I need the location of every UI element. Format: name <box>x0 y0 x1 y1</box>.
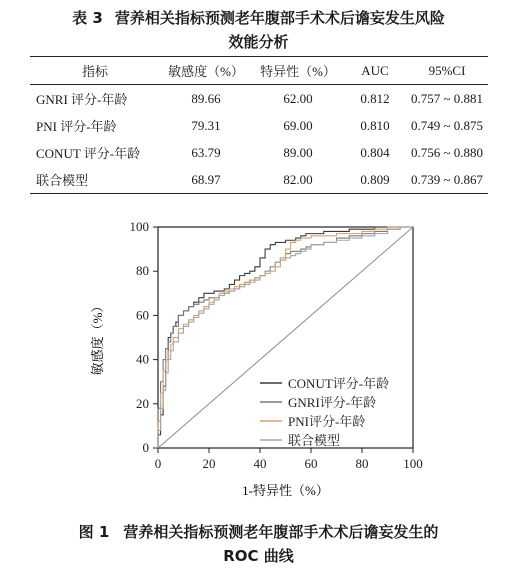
roc-chart <box>0 200 517 510</box>
table-title-line1: 营养相关指标预测老年腹部手术术后谵妄发生风险 <box>114 9 445 27</box>
legend-label: PNI评分-年龄 <box>288 414 366 429</box>
row-sensitivity: 79.31 <box>191 117 221 133</box>
figure-caption <box>0 520 517 568</box>
legend-label: 联合模型 <box>288 433 341 448</box>
row-sensitivity: 63.79 <box>191 144 221 160</box>
y-tick-label: 60 <box>136 307 149 323</box>
table-row <box>30 139 488 166</box>
row-name: CONUT 评分-年龄 <box>36 146 141 161</box>
row-name: 联合模型 <box>36 173 89 188</box>
y-tick-label: 40 <box>136 351 149 367</box>
chart-legend <box>260 376 389 448</box>
header-auc: AUC <box>361 62 389 78</box>
x-axis-label: 1-特异性（%） <box>242 483 329 498</box>
x-tick-label: 40 <box>253 456 267 471</box>
row-specificity: 69.00 <box>283 117 313 133</box>
table-row <box>30 112 488 139</box>
y-tick-label: 80 <box>136 263 149 279</box>
roc-chart-svg <box>0 200 517 510</box>
y-tick-label: 20 <box>136 395 149 411</box>
table-header-row <box>30 57 488 85</box>
x-tick-label: 0 <box>154 456 162 471</box>
legend-label: GNRI评分-年龄 <box>288 395 377 410</box>
legend-label: CONUT评分-年龄 <box>288 376 390 391</box>
x-tick-label: 60 <box>304 456 318 471</box>
row-specificity: 89.00 <box>283 144 313 160</box>
row-sensitivity: 68.97 <box>191 171 221 187</box>
table-row <box>30 166 488 194</box>
x-tick-label: 100 <box>403 456 423 471</box>
row-auc: 0.804 <box>360 144 390 160</box>
row-ci: 0.739 ~ 0.867 <box>410 171 484 187</box>
table-label: 表 3 <box>72 9 103 27</box>
row-ci: 0.749 ~ 0.875 <box>410 117 484 133</box>
header-sensitivity: 敏感度（%） <box>168 64 244 79</box>
y-tick-label: 0 <box>142 440 149 455</box>
y-axis-label: 敏感度（%） <box>90 299 105 376</box>
figure-caption-line2: ROC 曲线 <box>223 547 294 565</box>
row-specificity: 62.00 <box>283 90 313 106</box>
row-ci: 0.757 ~ 0.881 <box>410 90 484 106</box>
row-name: GNRI 评分-年龄 <box>36 92 128 107</box>
row-sensitivity: 89.66 <box>191 90 221 106</box>
x-tick-label: 20 <box>202 456 216 471</box>
x-tick-label: 80 <box>355 456 369 471</box>
row-ci: 0.756 ~ 0.880 <box>410 144 484 160</box>
table-row <box>30 85 488 113</box>
row-specificity: 82.00 <box>283 171 313 187</box>
header-indicator: 指标 <box>81 64 108 79</box>
performance-table <box>30 56 488 194</box>
row-auc: 0.810 <box>360 117 390 133</box>
row-name: PNI 评分-年龄 <box>36 119 117 134</box>
y-tick-label: 100 <box>129 219 149 234</box>
header-specificity: 特异性（%） <box>260 64 336 79</box>
row-auc: 0.812 <box>360 90 390 106</box>
header-ci <box>406 57 488 85</box>
row-auc: 0.809 <box>360 171 390 187</box>
figure-caption-line1: 营养相关指标预测老年腹部手术术后谵妄发生的 <box>123 523 439 541</box>
table-title-line2: 效能分析 <box>228 33 289 51</box>
figure-label: 图 1 <box>78 523 110 541</box>
table-title <box>0 6 517 54</box>
header-ci-text: 95%CI <box>428 62 466 78</box>
